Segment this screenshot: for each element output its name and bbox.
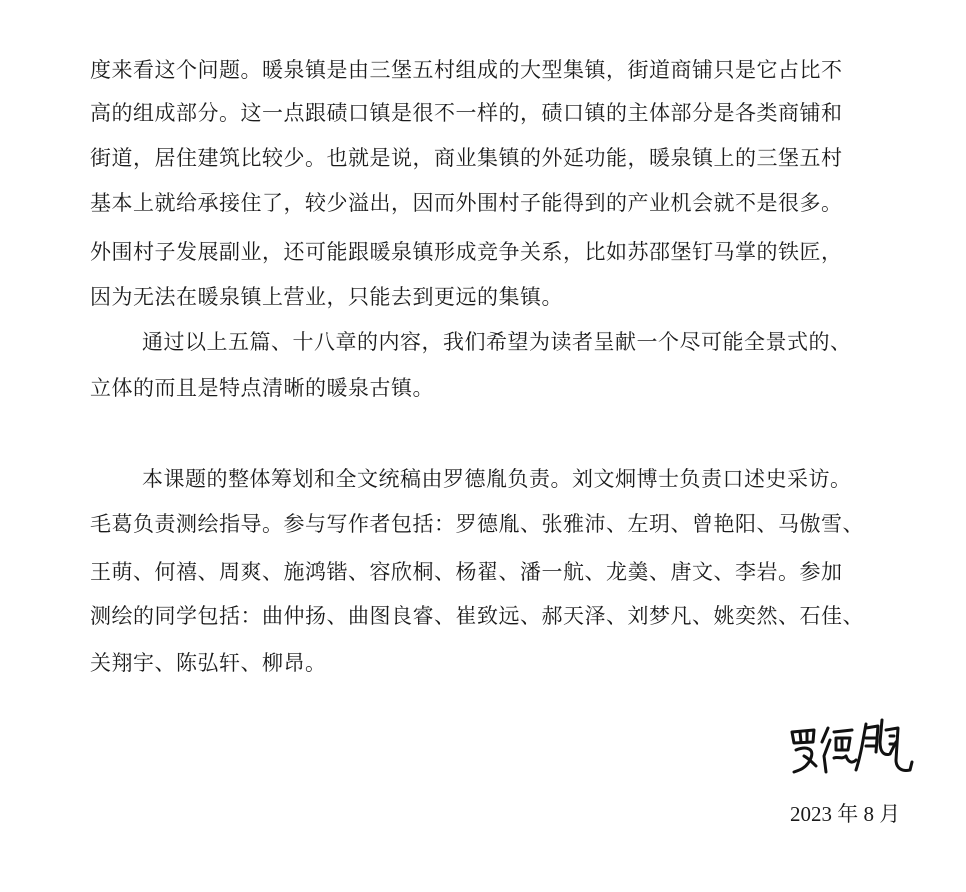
text-line: 立体的而且是特点清晰的暖泉古镇。 <box>90 376 434 400</box>
text-line: 关翔宇、陈弘轩、柳昂。 <box>90 651 327 675</box>
date-line: 2023 年 8 月 <box>790 802 901 826</box>
text-line: 街道，居住建筑比较少。也就是说，商业集镇的外延功能，暖泉镇上的三堡五村 <box>90 146 843 170</box>
text-line: 毛葛负责测绘指导。参与写作者包括：罗德胤、张雅沛、左玥、曾艳阳、马傲雪、 <box>90 512 864 536</box>
text-line: 外围村子发展副业，还可能跟暖泉镇形成竞争关系，比如苏邵堡钉马掌的铁匠， <box>90 240 843 264</box>
handwritten-signature <box>786 712 916 782</box>
text-line: 本课题的整体筹划和全文统稿由罗德胤负责。刘文炯博士负责口述史采访。 <box>142 467 852 491</box>
text-line: 度来看这个问题。暖泉镇是由三堡五村组成的大型集镇，街道商铺只是它占比不 <box>90 58 843 82</box>
text-line: 通过以上五篇、十八章的内容，我们希望为读者呈献一个尽可能全景式的、 <box>142 330 852 354</box>
text-line: 基本上就给承接住了，较少溢出，因而外围村子能得到的产业机会就不是很多。 <box>90 191 843 215</box>
text-line: 高的组成部分。这一点跟碛口镇是很不一样的，碛口镇的主体部分是各类商铺和 <box>90 101 843 125</box>
text-line: 测绘的同学包括：曲仲扬、曲图良睿、崔致远、郝天泽、刘梦凡、姚奕然、石佳、 <box>90 604 864 628</box>
text-line: 因为无法在暖泉镇上营业，只能去到更远的集镇。 <box>90 285 563 309</box>
text-line: 王萌、何禧、周爽、施鸿锴、容欣桐、杨翟、潘一航、龙羮、唐文、李岩。参加 <box>90 560 843 584</box>
